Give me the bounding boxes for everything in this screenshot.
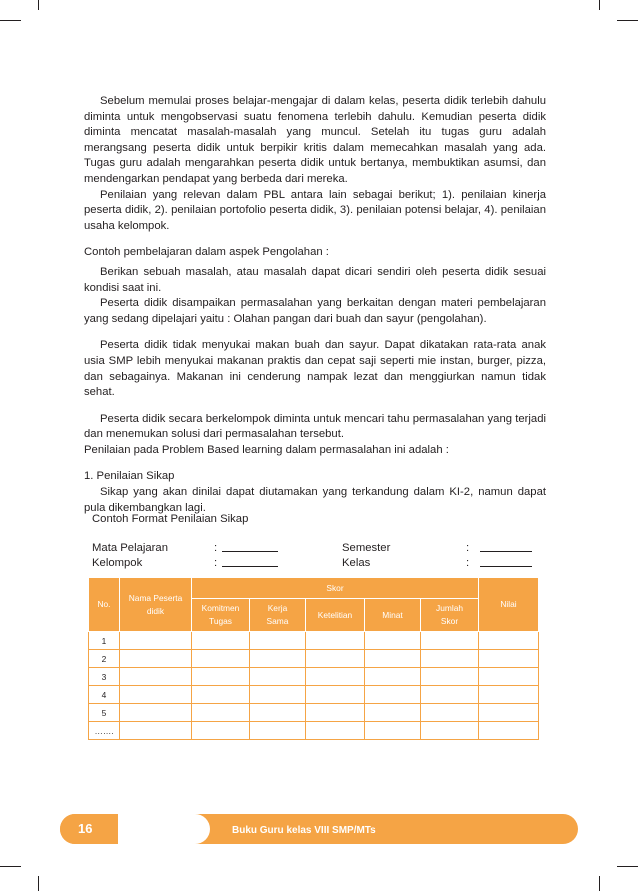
- table-row: [89, 632, 539, 650]
- row-number: …….: [89, 722, 120, 740]
- header-no: No.: [89, 578, 120, 632]
- header-skor: Skor: [192, 578, 479, 599]
- list-item-title: 1. Penilaian Sikap: [84, 470, 175, 483]
- row-number: 3: [89, 668, 120, 686]
- kelas-field[interactable]: [480, 556, 532, 567]
- header-minat: Minat: [365, 599, 421, 632]
- kelas-label: Kelas: [342, 557, 371, 569]
- paragraph: Sebelum memulai proses belajar-mengajar di dalam kelas, peserta didik terlebih dahulu diminta untuk mengobservasi suatu fenomena terlebih dahulu. Kemudian peserta didik diminta mencatat masalah-masalah yang muncul. Setelah itu tugas guru adalah merangsang peserta didik untuk berpikir kritis dalam memecahkan masalah yang ada. Tugas guru adalah mengarahkan peserta didik untuk bertanya, membuktikan asumsi, dan mendengarkan pendapat yang berbeda dari mereka.: [84, 95, 546, 185]
- crop-mark: [0, 20, 21, 21]
- footer-gap: [118, 814, 210, 844]
- meta-right: [342, 541, 532, 571]
- crop-mark: [38, 0, 39, 10]
- crop-mark: [0, 866, 21, 867]
- header-komitmen: Komitmen Tugas: [192, 599, 250, 632]
- format-title: Contoh Format Penilaian Sikap: [92, 513, 249, 525]
- paragraph: Penilaian pada Problem Based learning dalam permasalahan ini adalah :: [84, 443, 449, 456]
- paragraph: Penilaian yang relevan dalam PBL antara lain sebagai berikut; 1). penilaian kinerja peserta didik, 2). penilaian portofolio peserta didik, 3). penilaian potensi belajar, 4). penilaian usaha kelompok.: [84, 188, 546, 232]
- crop-mark: [617, 866, 638, 867]
- colon: :: [466, 542, 470, 554]
- section-heading: Contoh pembelajaran dalam aspek Pengolahan :: [84, 246, 329, 259]
- table-row: [89, 686, 539, 704]
- header-kerja: Kerja Sama: [250, 599, 306, 632]
- row-number: 2: [89, 650, 120, 668]
- paragraph: Peserta didik secara berkelompok diminta untuk mencari tahu permasalahan yang terjadi dan menemukan solusi dari permasalahan tersebut.: [84, 412, 546, 441]
- table-row: [89, 722, 539, 740]
- paragraph: Peserta didik tidak menyukai makan buah dan sayur. Dapat dikatakan rata-rata anak usia SMP lebih menyukai makanan praktis dan cepat saji seperti mie instan, burger, pizza, dan sebagainya. Makanan ini cenderung nampak lezat dan menggiurkan namun tidak sehat.: [84, 339, 546, 399]
- meta-row: [92, 556, 278, 571]
- footer-book-title: Buku Guru kelas VIII SMP/MTs: [232, 825, 376, 836]
- colon: :: [214, 542, 218, 554]
- header-nilai: Nilai: [479, 578, 539, 632]
- header-ketelitian: Ketelitian: [306, 599, 365, 632]
- meta-row: [342, 556, 532, 571]
- colon: :: [214, 557, 218, 569]
- row-number: 4: [89, 686, 120, 704]
- kelompok-label: Kelompok: [92, 557, 143, 569]
- crop-mark: [38, 876, 39, 891]
- row-number: 1: [89, 632, 120, 650]
- crop-mark: [617, 20, 638, 21]
- table-row: [89, 668, 539, 686]
- colon: :: [466, 557, 470, 569]
- meta-row: [92, 541, 278, 556]
- crop-mark: [599, 0, 600, 10]
- table-row: [89, 650, 539, 668]
- paragraph: Peserta didik disampaikan permasalahan yang berkaitan dengan materi pembelajaran yang sedang dipelajari yaitu : Olahan pangan dari buah dan sayur (pengolahan).: [84, 297, 546, 325]
- semester-label: Semester: [342, 542, 391, 554]
- assessment-table: [88, 577, 539, 740]
- body-text: [84, 94, 546, 516]
- header-nama: Nama Peserta didik: [120, 578, 192, 632]
- semester-field[interactable]: [480, 541, 532, 552]
- meta-left: [92, 541, 278, 571]
- row-number: 5: [89, 704, 120, 722]
- mata-pelajaran-label: Mata Pelajaran: [92, 542, 168, 554]
- header-jumlah: Jumlah Skor: [421, 599, 479, 632]
- crop-mark: [599, 876, 600, 891]
- meta-row: [342, 541, 532, 556]
- list-item-text: Sikap yang akan dinilai dapat diutamakan yang terkandung dalam KI-2, namun dapat pula dikembangkan lagi.: [84, 486, 546, 514]
- kelompok-field[interactable]: [222, 556, 278, 567]
- paragraph: Berikan sebuah masalah, atau masalah dapat dicari sendiri oleh peserta didik sesuai kondisi saat ini.: [84, 265, 546, 294]
- mata-pelajaran-field[interactable]: [222, 541, 278, 552]
- table-row: [89, 704, 539, 722]
- page-number: 16: [78, 821, 93, 836]
